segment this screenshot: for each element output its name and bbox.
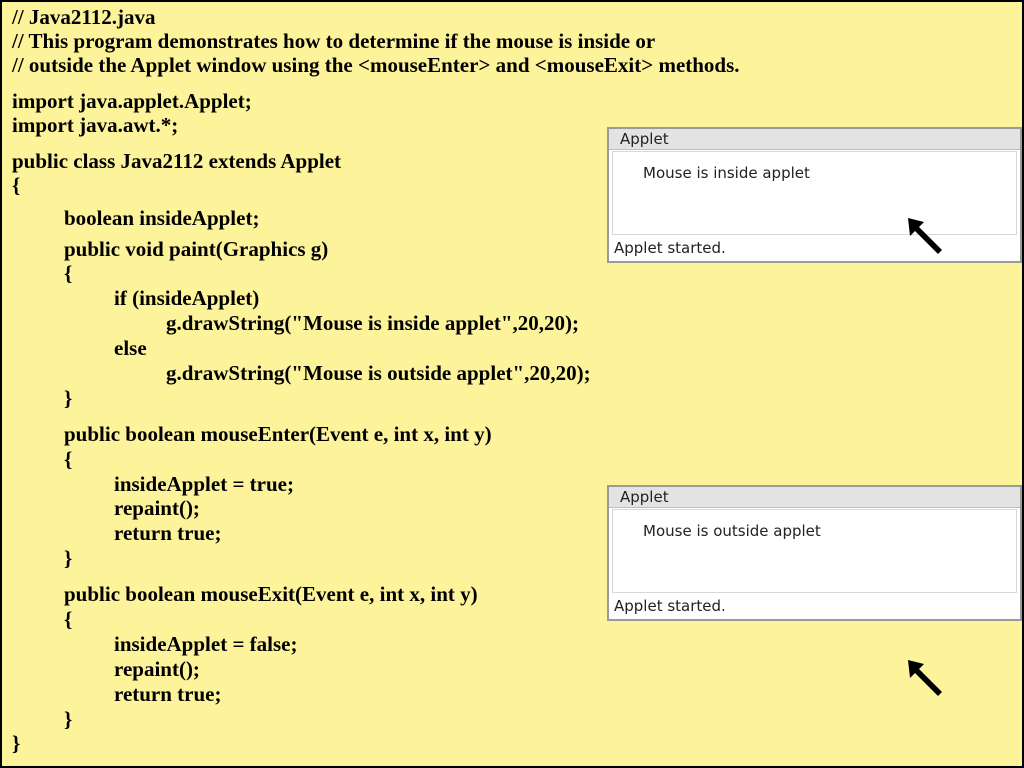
applet-canvas[interactable] [612, 151, 1017, 235]
code-line: g.drawString("Mouse is outside applet",20,20); [166, 361, 591, 385]
code-line: } [64, 707, 73, 731]
code-line: boolean insideApplet; [64, 206, 260, 230]
code-line: public boolean mouseExit(Event e, int x, int y) [64, 582, 478, 606]
code-line: { [64, 607, 73, 631]
code-line: { [12, 173, 21, 197]
applet-window-inside [607, 127, 1022, 263]
applet-status-bar: Applet started. [614, 597, 726, 615]
code-line: if (insideApplet) [114, 286, 260, 310]
applet-status-bar: Applet started. [614, 239, 726, 257]
code-line: // This program demonstrates how to determine if the mouse is inside or [12, 29, 656, 53]
code-line: } [64, 386, 73, 410]
code-line: } [64, 546, 73, 570]
code-line: repaint(); [114, 657, 200, 681]
mouse-cursor-icon [906, 216, 946, 256]
applet-window-outside [607, 485, 1022, 621]
code-line: return true; [114, 682, 222, 706]
code-line: g.drawString("Mouse is inside applet",20,20); [166, 311, 579, 335]
code-line: // Java2112.java [12, 5, 156, 29]
applet-canvas[interactable] [612, 509, 1017, 593]
code-line: insideApplet = true; [114, 472, 294, 496]
code-line: } [12, 731, 21, 755]
code-line: else [114, 336, 147, 360]
applet-message: Mouse is inside applet [643, 164, 810, 182]
code-line: { [64, 261, 73, 285]
code-line: import java.awt.*; [12, 113, 179, 137]
code-line: return true; [114, 521, 222, 545]
code-line: public boolean mouseEnter(Event e, int x, int y) [64, 422, 492, 446]
code-line: { [64, 447, 73, 471]
mouse-cursor-icon [906, 658, 946, 698]
code-line: insideApplet = false; [114, 632, 298, 656]
code-line: repaint(); [114, 496, 200, 520]
applet-title-bar: Applet [609, 129, 1020, 150]
code-line: import java.applet.Applet; [12, 89, 252, 113]
applet-title-bar: Applet [609, 487, 1020, 508]
code-line: public void paint(Graphics g) [64, 237, 329, 261]
code-line: public class Java2112 extends Applet [12, 149, 342, 173]
applet-message: Mouse is outside applet [643, 522, 821, 540]
code-line: // outside the Applet window using the <mouseEnter> and <mouseExit> methods. [12, 53, 740, 77]
